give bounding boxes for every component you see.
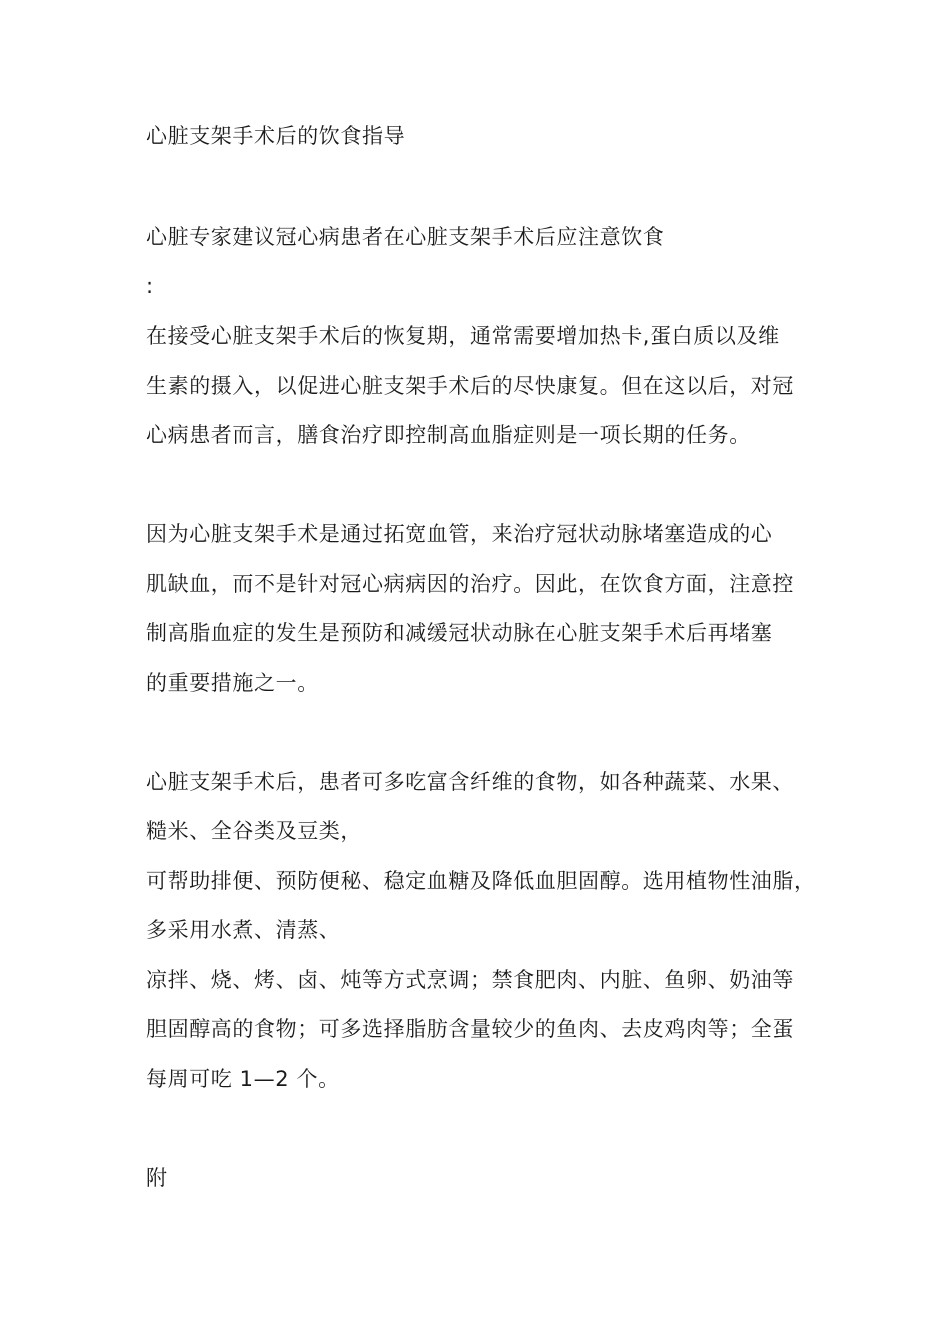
paragraph3-line: 心脏支架手术后，患者可多吃富含纤维的食物，如各种蔬菜、水果、 [146, 770, 794, 794]
subtitle-colon: : [146, 274, 154, 298]
paragraph1-line: 生素的摄入，以促进心脏支架手术后的尽快康复。但在这以后，对冠 [146, 374, 794, 398]
paragraph2-line: 肌缺血，而不是针对冠心病病因的治疗。因此，在饮食方面，注意控 [146, 572, 794, 596]
paragraph3-line: 糙米、全谷类及豆类， [146, 819, 362, 843]
paragraph3-line: 可帮助排便、预防便秘、稳定血糖及降低血胆固醇。选用植物性油脂， [146, 869, 816, 893]
paragraph1-line: 在接受心脏支架手术后的恢复期，通常需要增加热卡,蛋白质以及维 [146, 324, 780, 348]
paragraph1-line: 心病患者而言，膳食治疗即控制高血脂症则是一项长期的任务。 [146, 423, 751, 447]
paragraph3-line: 每周可吃 1—2 个。 [146, 1067, 340, 1091]
appendix-heading: 附 [146, 1166, 168, 1190]
paragraph2-line: 制高脂血症的发生是预防和减缓冠状动脉在心脏支架手术后再堵塞 [146, 621, 773, 645]
paragraph2-line: 因为心脏支架手术是通过拓宽血管，来治疗冠状动脉堵塞造成的心 [146, 522, 773, 546]
paragraph3-line: 多采用水煮、清蒸、 [146, 918, 341, 942]
paragraph3-line: 胆固醇高的食物；可多选择脂肪含量较少的鱼肉、去皮鸡肉等；全蛋 [146, 1017, 794, 1041]
document-subtitle: 心脏专家建议冠心病患者在心脏支架手术后应注意饮食 [146, 225, 665, 249]
document-title: 心脏支架手术后的饮食指导 [146, 124, 406, 148]
paragraph2-line: 的重要措施之一。 [146, 671, 319, 695]
paragraph3-line: 凉拌、烧、烤、卤、炖等方式烹调；禁食肥肉、内脏、鱼卵、奶油等 [146, 968, 794, 992]
